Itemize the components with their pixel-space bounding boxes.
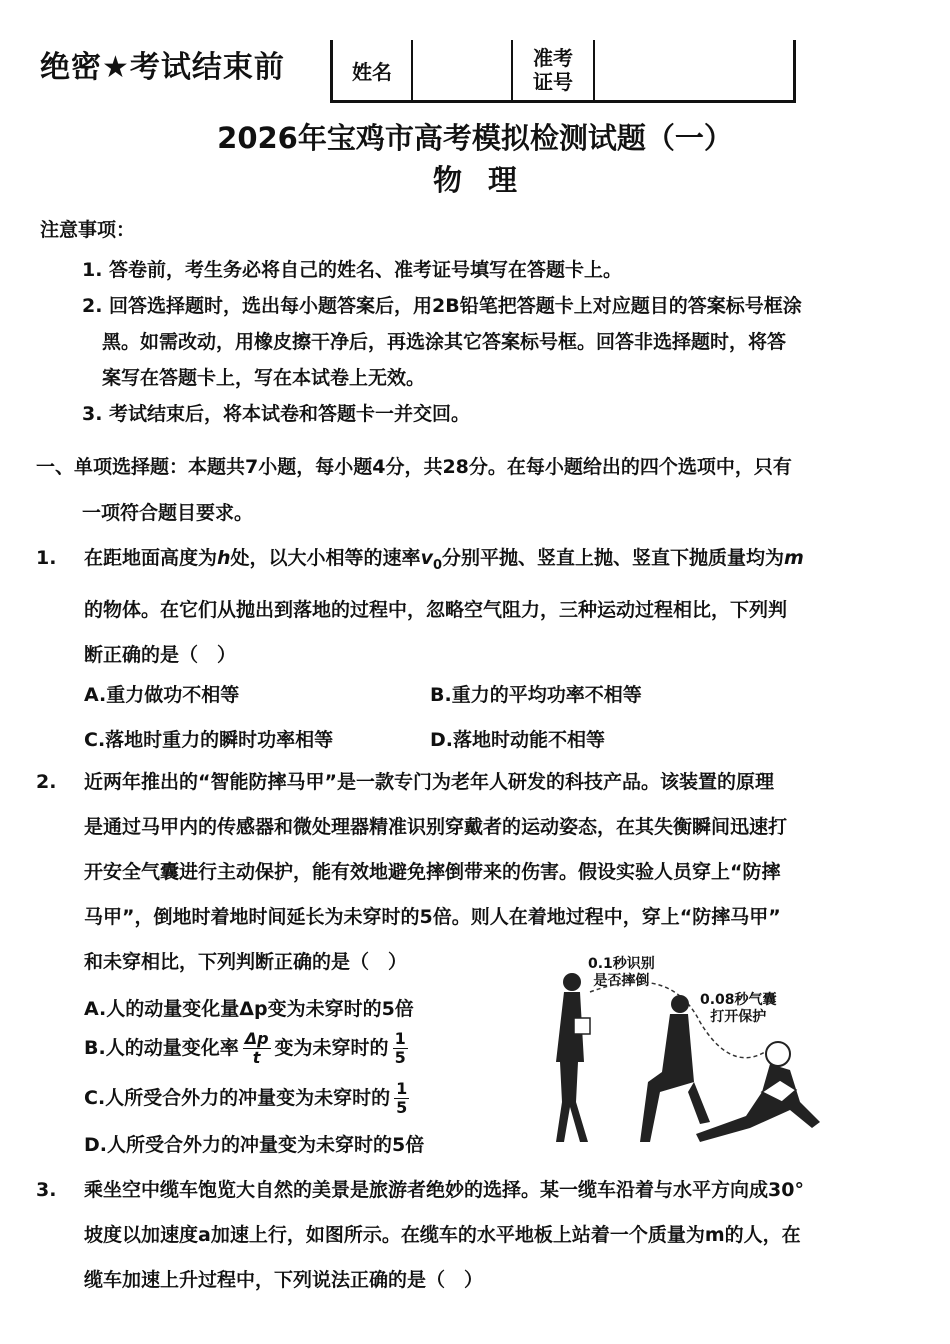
q2-option-b[interactable] — [84, 1030, 412, 1067]
question-stem — [84, 536, 882, 678]
figure-label-line: 是否摔倒 — [593, 973, 650, 989]
stem-line: 和未穿相比，下列判断正确的是（ ） — [84, 951, 408, 973]
question-stem — [84, 1168, 882, 1303]
fraction-one-fifth — [393, 1030, 408, 1067]
stem-line: 的物体。在它们从抛出到落地的过程中，忽略空气阻力，三种运动过程相比，下列判 — [84, 598, 788, 621]
fraction-dp-t — [243, 1030, 271, 1067]
stem-line: 断正确的是（ ） — [84, 643, 237, 666]
fraction-denominator: 5 — [394, 1048, 406, 1067]
name-label: 姓名 — [333, 40, 413, 100]
q2-option-c[interactable] — [84, 1080, 413, 1117]
notice-item-3: 3. 考试结束后，将本试卷和答题卡一并交回。 — [82, 403, 471, 425]
q2-option-d[interactable]: D.人所受合外力的冲量变为未穿时的5倍 — [84, 1134, 425, 1156]
notice-item-1: 1. 答卷前，考生务必将自己的姓名、准考证号填写在答题卡上。 — [82, 259, 623, 281]
exam-title: 2026年宝鸡市高考模拟检测试题（一） — [217, 121, 733, 155]
stem-line: 缆车加速上升过程中，下列说法正确的是（ ） — [84, 1269, 484, 1291]
var-v: v — [420, 547, 433, 569]
option-text: C.人所受合外力的冲量变为未穿时的 — [84, 1087, 391, 1109]
section-heading — [36, 444, 886, 536]
fraction-numerator: 1 — [396, 1079, 408, 1098]
q1-option-c[interactable]: C.落地时重力的瞬时功率相等 — [84, 729, 334, 751]
stem-line: 马甲”，倒地时着地时间延长为未穿时的5倍。则人在着地过程中，穿上“防摔马甲” — [84, 906, 781, 928]
question-number: 2. — [36, 771, 57, 793]
figure-label-line: 0.08秒气囊 — [700, 992, 777, 1008]
subject-title: 物理 — [432, 163, 543, 197]
name-field[interactable] — [413, 40, 513, 100]
stem-text: 处，以大小相等的速率 — [230, 547, 421, 569]
stem-line: 乘坐空中缆车饱览大自然的美景是旅游者绝妙的选择。某一缆车沿着与水平方向成30° — [84, 1179, 804, 1201]
section-heading-line1: 一、单项选择题：本题共7小题，每小题4分，共28分。在每小题给出的四个选项中，只有 — [36, 456, 792, 478]
option-text: 变为未穿时的 — [274, 1037, 389, 1059]
fraction-numerator: 1 — [394, 1029, 406, 1048]
notice-item-2: 2. 回答选择题时，选出每小题答案后，用2B铅笔把答题卡上对应题目的答案标号框涂 — [82, 295, 802, 317]
stem-text: 分别平抛、竖直上抛、竖直下抛质量均为 — [442, 547, 785, 569]
id-field[interactable] — [595, 40, 793, 100]
figure-label-line: 0.1秒识别 — [588, 956, 655, 972]
section-heading-line2: 一项符合题目要求。 — [82, 502, 254, 524]
id-label-line1: 准考 — [533, 46, 573, 70]
question-number: 3. — [36, 1179, 57, 1201]
q2-option-a[interactable]: A.人的动量变化量Δp变为未穿时的5倍 — [84, 998, 414, 1020]
stem-line — [84, 536, 882, 588]
secret-mark: 绝密★考试结束前 — [40, 50, 285, 85]
fall-protection-figure — [550, 952, 840, 1152]
stem-text: 在距地面高度为 — [84, 547, 218, 569]
falling-person-illustration — [550, 952, 840, 1152]
q1-option-b[interactable]: B.重力的平均功率不相等 — [430, 684, 642, 706]
fraction-denominator: t — [252, 1048, 261, 1067]
stem-line: 开安全气囊进行主动保护，能有效地避免摔倒带来的伤害。假设实验人员穿上“防摔 — [84, 861, 781, 883]
option-text: B.人的动量变化率 — [84, 1037, 239, 1059]
question-1 — [36, 536, 882, 678]
notice-heading: 注意事项： — [40, 219, 136, 241]
q1-option-a[interactable]: A.重力做功不相等 — [84, 684, 240, 706]
var-h: h — [217, 547, 231, 569]
stem-line: 近两年推出的“智能防摔马甲”是一款专门为老年人研发的科技产品。该装置的原理 — [84, 771, 774, 793]
id-label-line2: 证号 — [533, 70, 573, 94]
question-number: 1. — [36, 547, 57, 569]
figure-label-line: 打开保护 — [710, 1009, 767, 1025]
question-3 — [36, 1168, 882, 1303]
candidate-info-box — [330, 40, 796, 103]
stem-line: 坡度以加速度a加速上行，如图所示。在缆车的水平地板上站着一个质量为m的人，在 — [84, 1224, 801, 1246]
notice-item-2-cont2: 案写在答题卡上，写在本试卷上无效。 — [102, 367, 426, 389]
stem-line: 是通过马甲内的传感器和微处理器精准识别穿戴者的运动姿态，在其失衡瞬间迅速打 — [84, 816, 788, 838]
var-v-subscript: 0 — [432, 557, 442, 573]
notice-list — [82, 252, 882, 432]
fraction-denominator: 5 — [396, 1098, 408, 1117]
id-label — [513, 40, 595, 100]
q1-option-d[interactable]: D.落地时动能不相等 — [430, 729, 605, 751]
var-m: m — [784, 547, 804, 569]
notice-item-2-cont1: 黑。如需改动，用橡皮擦干净后，再选涂其它答案标号框。回答非选择题时，将答 — [102, 331, 787, 353]
fraction-numerator: Δp — [244, 1029, 269, 1048]
fraction-one-fifth — [394, 1080, 409, 1117]
